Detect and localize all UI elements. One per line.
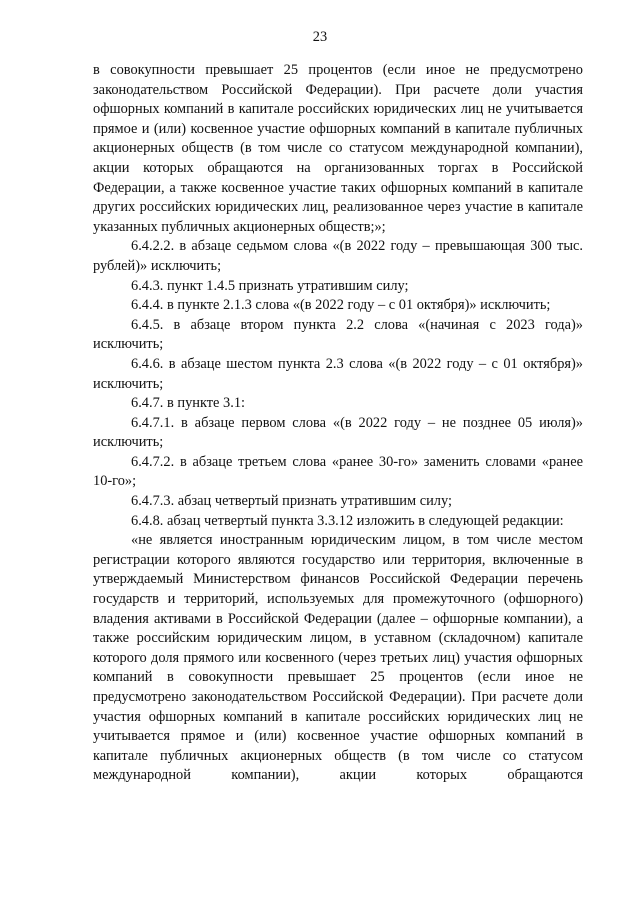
paragraph: 6.4.6. в абзаце шестом пункта 2.3 слова «(в 2022 году – с 01 октября)» исключить;	[93, 355, 583, 392]
document-body	[93, 61, 583, 786]
paragraph: 6.4.8. абзац четвертый пункта 3.3.12 изложить в следующей редакции:	[131, 512, 564, 529]
paragraph: 6.4.4. в пункте 2.1.3 слова «(в 2022 году – с 01 октября)» исключить;	[131, 297, 551, 314]
paragraph: 6.4.7. в пункте 3.1:	[131, 395, 246, 412]
paragraph: 6.4.5. в абзаце втором пункта 2.2 слова «(начиная с 2023 года)» исключить;	[93, 316, 583, 353]
paragraph: в совокупности превышает 25 процентов (если иное не предусмотрено законодательством Российской Федерации). При расчете доли участия офшорных компаний в капитале российских юридических лиц не учитывается прямое и (или) косвенное участие офшорных компаний в капитале публичных акционерных обществ (в том числе со статусом международной компании), акции которых обращаются на организованных торгах в Российской Федерации, а также косвенное участие таких офшорных компаний в капитале других российских юридических лиц, реализованное через участие в капитале указанных публичных акционерных обществ;»;	[93, 62, 583, 235]
paragraph: 6.4.2.2. в абзаце седьмом слова «(в 2022 году – превышающая 300 тыс. рублей)» исключить;	[93, 238, 583, 274]
paragraph: 6.4.7.3. абзац четвертый признать утратившим силу;	[131, 493, 452, 510]
page-number: 23	[312, 29, 328, 45]
paragraph: 6.4.7.1. в абзаце первом слова «(в 2022 году – не позднее 05 июля)» исключить;	[93, 414, 583, 451]
paragraph: «не является иностранным юридическим лицом, в том числе местом регистрации которого являются государство или территория, включенные в утверждаемый Министерством финансов Российской Федерации перечень государств и территорий, используемых для промежуточного (офшорного) владения активами в Российской Федерации (далее – офшорные компании), а также российским юридическим лицом, в уставном (складочном) капитале которого доля прямого или косвенного (через третьих лиц) участия офшорных компаний в совокупности превышает 25 процентов (если иное не предусмотрено законодательством Российской Федерации). При расчете доли участия офшорных компаний в капитале российских юридических лиц не учитывается прямое и (или) косвенное участие офшорных компаний в капитале публичных акционерных обществ (в том числе со статусом международной компании), акции которых обращаются	[93, 532, 583, 784]
paragraph: 6.4.7.2. в абзаце третьем слова «ранее 30-го» заменить словами «ранее 10-го»;	[93, 453, 583, 490]
paragraph: 6.4.3. пункт 1.4.5 признать утратившим силу;	[131, 277, 409, 294]
